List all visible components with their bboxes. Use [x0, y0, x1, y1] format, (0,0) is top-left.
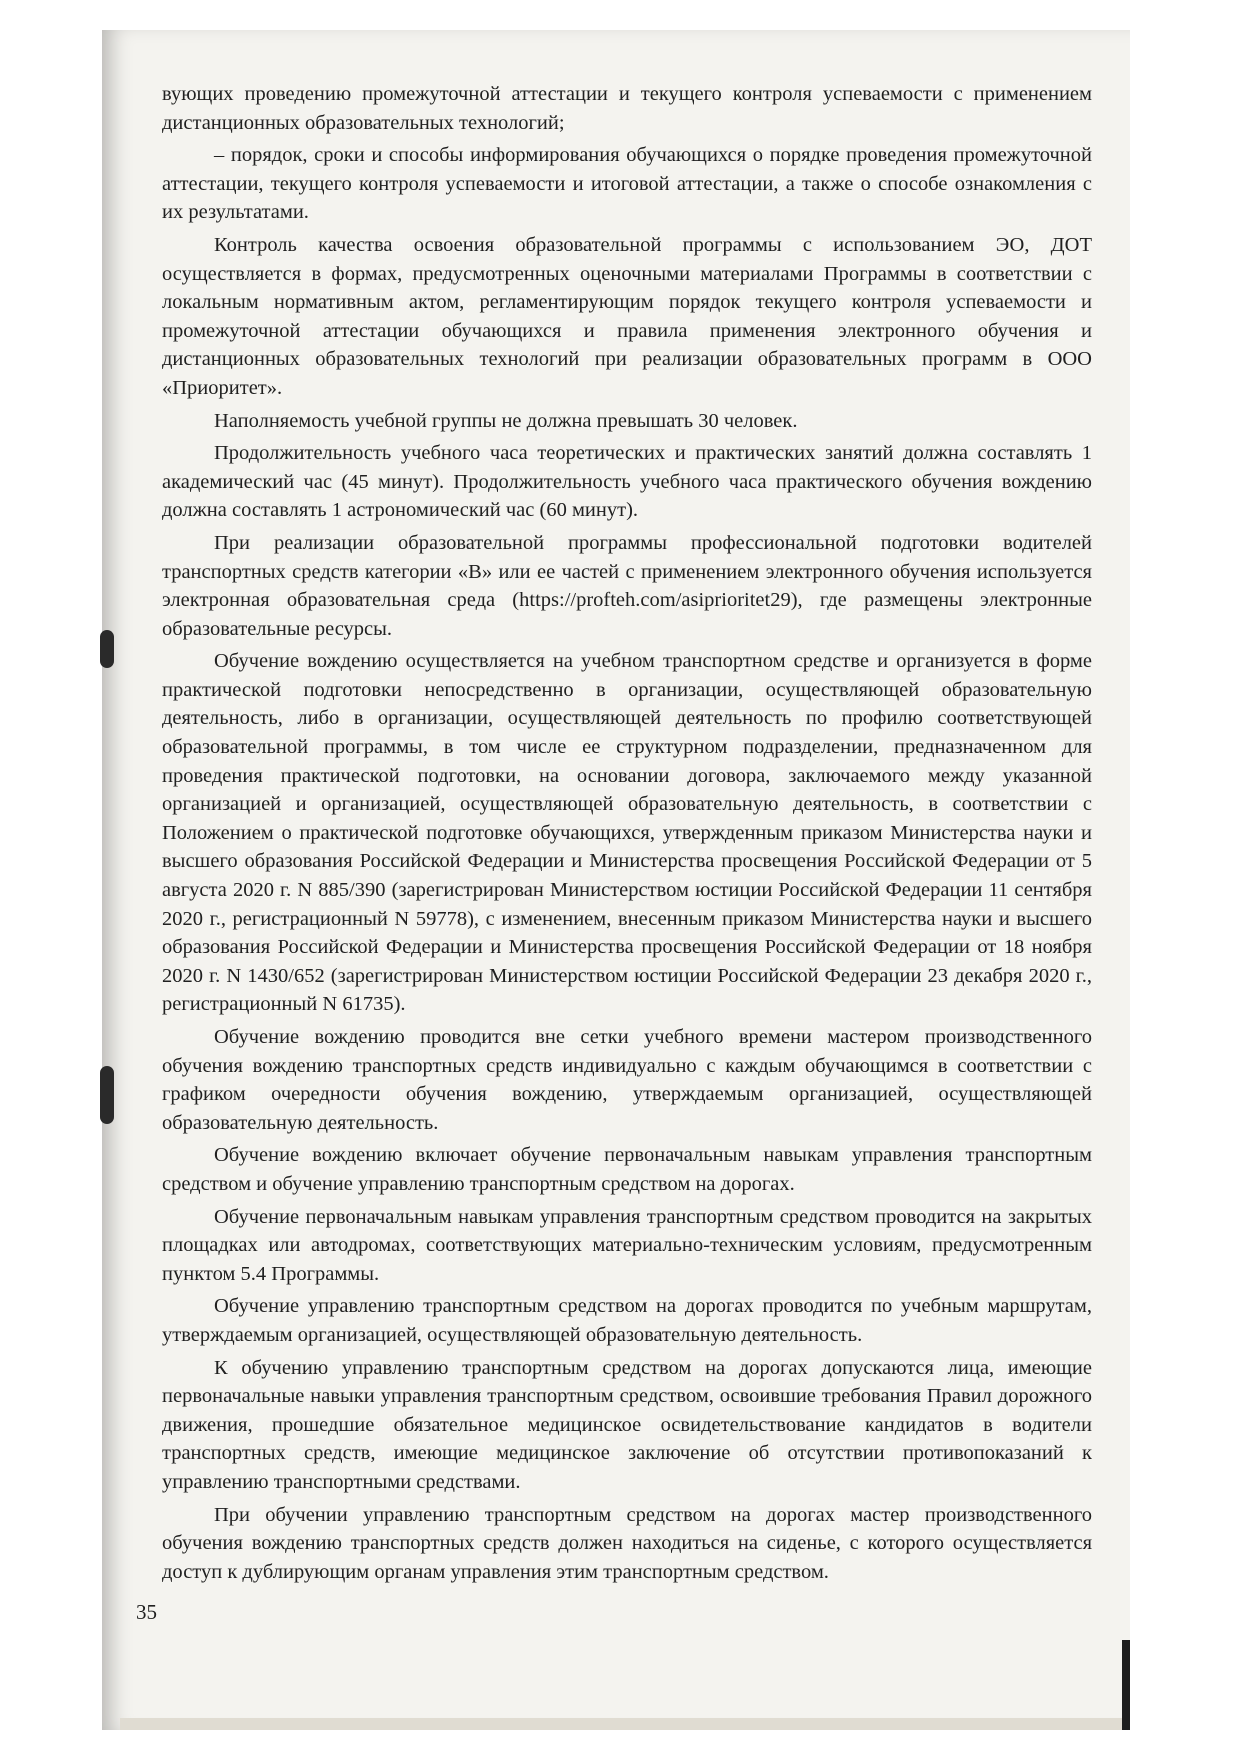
paragraph: – порядок, сроки и способы информирования обучающихся о порядке проведения промежуточной аттестации, текущего контроля успеваемости и итоговой аттестации, а также о способе ознакомления с их результатами.: [162, 144, 1092, 224]
paragraph: При обучении управлению транспортным средством на дорогах мастер производственного обучения вождению транспортных средств должен находиться на сиденье, с которого осуществляется доступ к дублирующим органам управления этим транспортным средством.: [162, 1503, 1092, 1583]
paragraph: При реализации образовательной программы профессиональной подготовки водителей транспортных средств категории «В» или ее частей с применением электронного обучения используется электронная образовательная среда (https://profteh.com/asiprioritet29), где размещены электронные образовательные ресурсы.: [162, 531, 1092, 640]
paragraph: Обучение вождению проводится вне сетки учебного времени мастером производственного обучения вождению транспортных средств индивидуально с каждым обучающимся в соответствии с графиком очередности обучения вождению, утверждаемым организацией, осуществляющей образовательную деятельность.: [162, 1026, 1092, 1134]
paragraph: Продолжительность учебного часа теоретических и практических занятий должна составлять 1 академический час (45 минут). Продолжительность учебного часа практического обучения вождению должна составлять 1 астрономический час (60 минут).: [162, 442, 1092, 522]
binding-hole-mark: [100, 630, 114, 668]
paragraph: Наполняемость учебной группы не должна превышать 30 человек.: [214, 409, 798, 432]
paragraph: Обучение первоначальным навыкам управления транспортным средством проводится на закрытых площадках или автодромах, соответствующих материально-техническим условиям, предусмотренным пунктом 5.4 Программы.: [162, 1205, 1092, 1285]
paragraph: Обучение вождению включает обучение первоначальным навыкам управления транспортным средством и обучение управлению транспортным средством на дорогах.: [162, 1144, 1092, 1195]
page-bottom-edge: [120, 1718, 1130, 1730]
paragraph: К обучению управлению транспортным средством на дорогах допускаются лица, имеющие первоначальные навыки управления транспортным средством, освоившие требования Правил дорожного движения, прошедшие обязательное медицинское освидетельствование кандидатов в водители транспортных средств, имеющие медицинское заключение об отсутствии противопоказаний к управлению транспортными средствами.: [162, 1356, 1092, 1493]
page-number: 35: [136, 1600, 157, 1624]
paragraph: Обучение управлению транспортным средством на дорогах проводится по учебным маршрутам, утверждаемым организацией, осуществляющей образовательную деятельность.: [162, 1295, 1092, 1346]
document-body: [162, 80, 1092, 1590]
paragraph: Обучение вождению осуществляется на учебном транспортном средстве и организуется в форме практической подготовки непосредственно в организации, осуществляющей образовательную деятельность, либо в организации, осуществляющей деятельность по профилю соответствующей образовательной программы, в том числе ее структурном подразделении, предназначенном для проведения практической подготовки, на основании договора, заключаемого между указанной организацией и организацией, осуществляющей образовательную деятельность, в соответствии с Положением о практической подготовке обучающихся, утвержденным приказом Министерства науки и высшего образования Российской Федерации и Министерства просвещения Российской Федерации от 5 августа 2020 г. N 885/390 (зарегистрирован Министерством юстиции Российской Федерации 11 сентября 2020 г., регистрационный N 59778), с изменением, внесенным приказом Министерства науки и высшего образования Российской Федерации и Министерства просвещения Российской Федерации от 18 ноября 2020 г. N 1430/652 (зарегистрирован Министерством юстиции Российской Федерации 23 декабря 2020 г., регистрационный N 61735).: [162, 650, 1092, 1016]
page-edge-shadow: [1122, 1640, 1130, 1730]
binding-hole-mark: [100, 1066, 114, 1124]
paragraph: вующих проведению промежуточной аттестации и текущего контроля успеваемости с применением дистанционных образовательных технологий;: [162, 83, 1092, 134]
paragraph: Контроль качества освоения образовательной программы с использованием ЭО, ДОТ осуществляется в формах, предусмотренных оценочными материалами Программы в соответствии с локальным нормативным актом, регламентирующим порядок текущего контроля успеваемости и промежуточной аттестации обучающихся и правила применения электронного обучения и дистанционных образовательных технологий при реализации образовательных программ в ООО «Приоритет».: [162, 233, 1092, 399]
